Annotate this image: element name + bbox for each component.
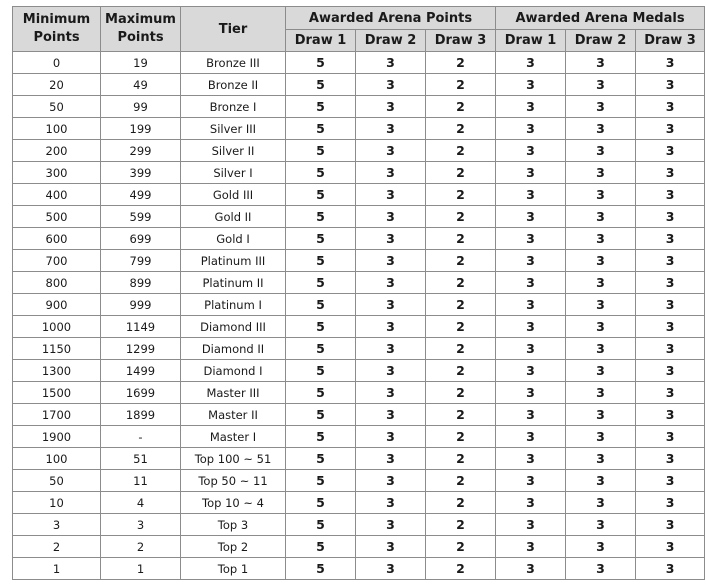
- header-awarded-arena-medals-label: Awarded Arena Medals: [515, 10, 685, 26]
- max-points-cell: 499: [101, 184, 181, 206]
- table-row: [13, 118, 705, 140]
- arena-points-draw-1-cell: 5: [286, 96, 356, 118]
- arena-points-draw-2-cell: 3: [356, 228, 426, 250]
- max-points-cell: 899: [101, 272, 181, 294]
- arena-medals-draw-3-cell: 3: [636, 338, 705, 360]
- arena-medals-draw-2-cell: 3: [566, 162, 636, 184]
- arena-medals-draw-1-cell: 3: [496, 558, 566, 580]
- table-row: [13, 404, 705, 426]
- arena-medals-draw-2-cell: 3: [566, 52, 636, 74]
- arena-points-draw-2-cell: 3: [356, 118, 426, 140]
- tier-cell: Top 100 ~ 51: [181, 448, 286, 470]
- max-points-cell: 4: [101, 492, 181, 514]
- arena-points-draw-3-cell: 2: [426, 294, 496, 316]
- max-points-cell: 299: [101, 140, 181, 162]
- arena-points-draw-1-cell: 5: [286, 558, 356, 580]
- arena-medals-draw-1-cell: 3: [496, 118, 566, 140]
- tier-cell: Top 10 ~ 4: [181, 492, 286, 514]
- max-points-cell: 11: [101, 470, 181, 492]
- arena-points-draw-1-cell: 5: [286, 294, 356, 316]
- arena-points-draw-3-cell: 2: [426, 272, 496, 294]
- min-points-cell: 900: [13, 294, 101, 316]
- tier-cell: Bronze I: [181, 96, 286, 118]
- tier-cell: Bronze II: [181, 74, 286, 96]
- arena-medals-draw-1-cell: 3: [496, 404, 566, 426]
- arena-points-draw-1-cell: 5: [286, 184, 356, 206]
- arena-points-draw-2-cell: 3: [356, 316, 426, 338]
- arena-medals-draw-2-cell: 3: [566, 184, 636, 206]
- arena-points-draw-1-cell: 5: [286, 316, 356, 338]
- arena-medals-draw-1-cell: 3: [496, 96, 566, 118]
- table-row: [13, 294, 705, 316]
- arena-points-draw-1-cell: 5: [286, 272, 356, 294]
- table-row: [13, 338, 705, 360]
- max-points-cell: 1: [101, 558, 181, 580]
- arena-medals-draw-2-cell: 3: [566, 118, 636, 140]
- tier-cell: Master I: [181, 426, 286, 448]
- arena-points-draw-2-cell: 3: [356, 448, 426, 470]
- min-points-cell: 100: [13, 118, 101, 140]
- table-row: [13, 184, 705, 206]
- table-row: [13, 228, 705, 250]
- table-row: [13, 162, 705, 184]
- arena-medals-draw-1-cell: 3: [496, 382, 566, 404]
- arena-medals-draw-3-cell: 3: [636, 96, 705, 118]
- header-minimum-points-label: Minimum Points: [22, 12, 91, 45]
- tier-cell: Top 1: [181, 558, 286, 580]
- arena-medals-draw-3-cell: 3: [636, 492, 705, 514]
- tier-cell: Diamond II: [181, 338, 286, 360]
- arena-medals-draw-2-cell: 3: [566, 536, 636, 558]
- arena-points-draw-2-cell: 3: [356, 426, 426, 448]
- min-points-cell: 800: [13, 272, 101, 294]
- header-points-draw-2: Draw 2: [356, 30, 426, 52]
- table-row: [13, 140, 705, 162]
- max-points-cell: 399: [101, 162, 181, 184]
- arena-medals-draw-1-cell: 3: [496, 206, 566, 228]
- min-points-cell: 1300: [13, 360, 101, 382]
- arena-points-draw-3-cell: 2: [426, 426, 496, 448]
- arena-points-draw-3-cell: 2: [426, 228, 496, 250]
- arena-points-draw-2-cell: 3: [356, 360, 426, 382]
- arena-points-draw-2-cell: 3: [356, 74, 426, 96]
- header-tier: [181, 7, 286, 52]
- arena-medals-draw-3-cell: 3: [636, 52, 705, 74]
- arena-medals-draw-3-cell: 3: [636, 206, 705, 228]
- min-points-cell: 1150: [13, 338, 101, 360]
- min-points-cell: 600: [13, 228, 101, 250]
- arena-medals-draw-2-cell: 3: [566, 492, 636, 514]
- arena-points-draw-2-cell: 3: [356, 558, 426, 580]
- arena-points-draw-2-cell: 3: [356, 404, 426, 426]
- arena-points-draw-3-cell: 2: [426, 162, 496, 184]
- arena-points-draw-3-cell: 2: [426, 118, 496, 140]
- arena-points-draw-2-cell: 3: [356, 382, 426, 404]
- arena-medals-draw-3-cell: 3: [636, 140, 705, 162]
- arena-medals-draw-3-cell: 3: [636, 404, 705, 426]
- min-points-cell: 3: [13, 514, 101, 536]
- header-minimum-points: [13, 7, 101, 52]
- header-maximum-points: [101, 7, 181, 52]
- arena-points-draw-3-cell: 2: [426, 536, 496, 558]
- arena-points-draw-1-cell: 5: [286, 514, 356, 536]
- arena-points-draw-2-cell: 3: [356, 140, 426, 162]
- arena-medals-draw-2-cell: 3: [566, 338, 636, 360]
- tier-cell: Master II: [181, 404, 286, 426]
- arena-points-draw-3-cell: 2: [426, 448, 496, 470]
- arena-medals-draw-1-cell: 3: [496, 294, 566, 316]
- min-points-cell: 50: [13, 96, 101, 118]
- arena-medals-draw-1-cell: 3: [496, 316, 566, 338]
- table-row: [13, 272, 705, 294]
- arena-medals-draw-2-cell: 3: [566, 74, 636, 96]
- arena-points-draw-3-cell: 2: [426, 184, 496, 206]
- arena-medals-draw-2-cell: 3: [566, 294, 636, 316]
- arena-points-draw-3-cell: 2: [426, 316, 496, 338]
- min-points-cell: 500: [13, 206, 101, 228]
- arena-points-draw-3-cell: 2: [426, 338, 496, 360]
- arena-medals-draw-3-cell: 3: [636, 162, 705, 184]
- header-points-draw-3: Draw 3: [426, 30, 496, 52]
- table-row: [13, 448, 705, 470]
- arena-points-draw-1-cell: 5: [286, 250, 356, 272]
- max-points-cell: 799: [101, 250, 181, 272]
- arena-points-draw-3-cell: 2: [426, 74, 496, 96]
- min-points-cell: 2: [13, 536, 101, 558]
- tier-cell: Platinum II: [181, 272, 286, 294]
- arena-points-draw-1-cell: 5: [286, 382, 356, 404]
- arena-medals-draw-2-cell: 3: [566, 404, 636, 426]
- arena-medals-draw-3-cell: 3: [636, 470, 705, 492]
- arena-points-draw-3-cell: 2: [426, 140, 496, 162]
- max-points-cell: 1149: [101, 316, 181, 338]
- header-awarded-arena-medals: [496, 7, 705, 30]
- max-points-cell: 1299: [101, 338, 181, 360]
- arena-rewards-table: [12, 6, 705, 580]
- tier-cell: Master III: [181, 382, 286, 404]
- arena-points-draw-2-cell: 3: [356, 250, 426, 272]
- arena-points-draw-1-cell: 5: [286, 118, 356, 140]
- tier-cell: Diamond I: [181, 360, 286, 382]
- arena-points-draw-2-cell: 3: [356, 184, 426, 206]
- header-awarded-arena-points-label: Awarded Arena Points: [308, 10, 473, 26]
- tier-cell: Bronze III: [181, 52, 286, 74]
- arena-medals-draw-3-cell: 3: [636, 536, 705, 558]
- arena-points-draw-2-cell: 3: [356, 96, 426, 118]
- tier-cell: Silver I: [181, 162, 286, 184]
- arena-medals-draw-1-cell: 3: [496, 162, 566, 184]
- max-points-cell: -: [101, 426, 181, 448]
- arena-points-draw-1-cell: 5: [286, 448, 356, 470]
- tier-cell: Diamond III: [181, 316, 286, 338]
- table-row: [13, 52, 705, 74]
- min-points-cell: 200: [13, 140, 101, 162]
- table-row: [13, 206, 705, 228]
- arena-points-draw-2-cell: 3: [356, 294, 426, 316]
- tier-cell: Platinum III: [181, 250, 286, 272]
- arena-points-draw-3-cell: 2: [426, 514, 496, 536]
- arena-medals-draw-3-cell: 3: [636, 118, 705, 140]
- table-row: [13, 250, 705, 272]
- arena-points-draw-1-cell: 5: [286, 140, 356, 162]
- arena-medals-draw-2-cell: 3: [566, 140, 636, 162]
- arena-medals-draw-3-cell: 3: [636, 250, 705, 272]
- arena-medals-draw-3-cell: 3: [636, 74, 705, 96]
- arena-medals-draw-1-cell: 3: [496, 184, 566, 206]
- arena-medals-draw-1-cell: 3: [496, 360, 566, 382]
- min-points-cell: 700: [13, 250, 101, 272]
- arena-medals-draw-2-cell: 3: [566, 558, 636, 580]
- max-points-cell: 99: [101, 96, 181, 118]
- arena-medals-draw-1-cell: 3: [496, 272, 566, 294]
- arena-medals-draw-1-cell: 3: [496, 470, 566, 492]
- table-body: [13, 52, 705, 580]
- tier-cell: Silver III: [181, 118, 286, 140]
- table-row: [13, 514, 705, 536]
- arena-medals-draw-1-cell: 3: [496, 426, 566, 448]
- arena-points-draw-1-cell: 5: [286, 470, 356, 492]
- arena-medals-draw-1-cell: 3: [496, 52, 566, 74]
- arena-medals-draw-2-cell: 3: [566, 316, 636, 338]
- tier-cell: Silver II: [181, 140, 286, 162]
- arena-points-draw-1-cell: 5: [286, 338, 356, 360]
- arena-points-draw-3-cell: 2: [426, 96, 496, 118]
- arena-medals-draw-3-cell: 3: [636, 426, 705, 448]
- arena-points-draw-2-cell: 3: [356, 536, 426, 558]
- tier-cell: Gold I: [181, 228, 286, 250]
- min-points-cell: 50: [13, 470, 101, 492]
- header-tier-label: Tier: [218, 21, 248, 37]
- min-points-cell: 0: [13, 52, 101, 74]
- arena-points-draw-2-cell: 3: [356, 52, 426, 74]
- table-row: [13, 316, 705, 338]
- arena-points-draw-3-cell: 2: [426, 382, 496, 404]
- arena-points-draw-1-cell: 5: [286, 492, 356, 514]
- tier-cell: Top 2: [181, 536, 286, 558]
- arena-points-draw-2-cell: 3: [356, 338, 426, 360]
- max-points-cell: 1499: [101, 360, 181, 382]
- min-points-cell: 400: [13, 184, 101, 206]
- header-points-draw-1: Draw 1: [286, 30, 356, 52]
- arena-points-draw-3-cell: 2: [426, 206, 496, 228]
- max-points-cell: 599: [101, 206, 181, 228]
- min-points-cell: 1700: [13, 404, 101, 426]
- arena-points-draw-2-cell: 3: [356, 470, 426, 492]
- arena-medals-draw-2-cell: 3: [566, 228, 636, 250]
- arena-points-draw-3-cell: 2: [426, 404, 496, 426]
- arena-medals-draw-3-cell: 3: [636, 316, 705, 338]
- table-row: [13, 360, 705, 382]
- min-points-cell: 1900: [13, 426, 101, 448]
- min-points-cell: 1500: [13, 382, 101, 404]
- arena-medals-draw-2-cell: 3: [566, 514, 636, 536]
- max-points-cell: 51: [101, 448, 181, 470]
- max-points-cell: 1699: [101, 382, 181, 404]
- table-row: [13, 382, 705, 404]
- max-points-cell: 1899: [101, 404, 181, 426]
- table-row: [13, 558, 705, 580]
- table-row: [13, 426, 705, 448]
- arena-points-draw-2-cell: 3: [356, 162, 426, 184]
- arena-medals-draw-3-cell: 3: [636, 272, 705, 294]
- arena-points-draw-1-cell: 5: [286, 228, 356, 250]
- arena-medals-draw-1-cell: 3: [496, 338, 566, 360]
- arena-points-draw-1-cell: 5: [286, 404, 356, 426]
- arena-points-draw-1-cell: 5: [286, 360, 356, 382]
- max-points-cell: 2: [101, 536, 181, 558]
- table-header: [13, 7, 705, 52]
- arena-medals-draw-2-cell: 3: [566, 470, 636, 492]
- min-points-cell: 1000: [13, 316, 101, 338]
- arena-medals-draw-1-cell: 3: [496, 536, 566, 558]
- header-awarded-arena-points: [286, 7, 496, 30]
- tier-cell: Top 3: [181, 514, 286, 536]
- max-points-cell: 199: [101, 118, 181, 140]
- arena-medals-draw-1-cell: 3: [496, 74, 566, 96]
- arena-medals-draw-2-cell: 3: [566, 96, 636, 118]
- arena-points-draw-3-cell: 2: [426, 250, 496, 272]
- max-points-cell: 999: [101, 294, 181, 316]
- max-points-cell: 3: [101, 514, 181, 536]
- arena-medals-draw-2-cell: 3: [566, 272, 636, 294]
- arena-medals-draw-3-cell: 3: [636, 448, 705, 470]
- arena-medals-draw-3-cell: 3: [636, 360, 705, 382]
- table-row: [13, 492, 705, 514]
- min-points-cell: 10: [13, 492, 101, 514]
- arena-medals-draw-3-cell: 3: [636, 294, 705, 316]
- table-row: [13, 96, 705, 118]
- arena-points-draw-1-cell: 5: [286, 162, 356, 184]
- arena-medals-draw-2-cell: 3: [566, 448, 636, 470]
- arena-medals-draw-3-cell: 3: [636, 228, 705, 250]
- min-points-cell: 20: [13, 74, 101, 96]
- min-points-cell: 300: [13, 162, 101, 184]
- arena-medals-draw-2-cell: 3: [566, 426, 636, 448]
- max-points-cell: 699: [101, 228, 181, 250]
- arena-medals-draw-1-cell: 3: [496, 140, 566, 162]
- arena-medals-draw-3-cell: 3: [636, 184, 705, 206]
- arena-points-draw-2-cell: 3: [356, 272, 426, 294]
- arena-points-draw-1-cell: 5: [286, 206, 356, 228]
- tier-cell: Gold II: [181, 206, 286, 228]
- arena-points-draw-1-cell: 5: [286, 52, 356, 74]
- table-row: [13, 470, 705, 492]
- arena-points-draw-3-cell: 2: [426, 492, 496, 514]
- header-medals-draw-1: Draw 1: [496, 30, 566, 52]
- arena-medals-draw-2-cell: 3: [566, 206, 636, 228]
- arena-medals-draw-1-cell: 3: [496, 492, 566, 514]
- arena-points-draw-2-cell: 3: [356, 492, 426, 514]
- arena-medals-draw-1-cell: 3: [496, 228, 566, 250]
- tier-cell: Platinum I: [181, 294, 286, 316]
- arena-medals-draw-1-cell: 3: [496, 514, 566, 536]
- table-row: [13, 74, 705, 96]
- table-row: [13, 536, 705, 558]
- arena-points-draw-3-cell: 2: [426, 52, 496, 74]
- arena-points-draw-2-cell: 3: [356, 514, 426, 536]
- arena-points-draw-3-cell: 2: [426, 360, 496, 382]
- arena-medals-draw-1-cell: 3: [496, 250, 566, 272]
- arena-medals-draw-2-cell: 3: [566, 382, 636, 404]
- header-maximum-points-label: Maximum Points: [105, 12, 176, 45]
- arena-points-draw-3-cell: 2: [426, 558, 496, 580]
- arena-medals-draw-2-cell: 3: [566, 360, 636, 382]
- max-points-cell: 19: [101, 52, 181, 74]
- arena-medals-draw-3-cell: 3: [636, 382, 705, 404]
- max-points-cell: 49: [101, 74, 181, 96]
- arena-points-draw-3-cell: 2: [426, 470, 496, 492]
- arena-medals-draw-1-cell: 3: [496, 448, 566, 470]
- arena-medals-draw-2-cell: 3: [566, 250, 636, 272]
- tier-cell: Gold III: [181, 184, 286, 206]
- arena-points-draw-1-cell: 5: [286, 426, 356, 448]
- header-medals-draw-3: Draw 3: [636, 30, 705, 52]
- header-medals-draw-2: Draw 2: [566, 30, 636, 52]
- arena-points-draw-1-cell: 5: [286, 536, 356, 558]
- arena-points-draw-1-cell: 5: [286, 74, 356, 96]
- arena-points-draw-2-cell: 3: [356, 206, 426, 228]
- arena-medals-draw-3-cell: 3: [636, 558, 705, 580]
- min-points-cell: 100: [13, 448, 101, 470]
- arena-medals-draw-3-cell: 3: [636, 514, 705, 536]
- tier-cell: Top 50 ~ 11: [181, 470, 286, 492]
- min-points-cell: 1: [13, 558, 101, 580]
